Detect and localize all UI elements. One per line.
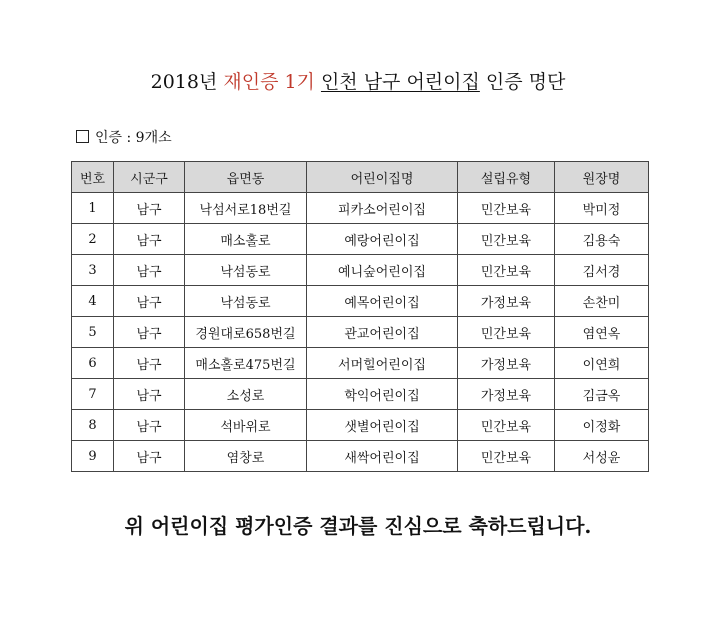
cell-number: 1 — [72, 193, 114, 224]
cell-district: 남구 — [114, 224, 185, 255]
title-underlined: 인천 남구 어린이집 — [320, 71, 480, 93]
table-row — [72, 224, 649, 255]
cell-district: 남구 — [114, 441, 185, 472]
cell-district: 남구 — [114, 317, 185, 348]
table-row — [72, 379, 649, 410]
cell-director-name: 김용숙 — [555, 224, 649, 255]
cell-district: 남구 — [114, 286, 185, 317]
title-prefix: 2018년 — [150, 71, 224, 93]
header-daycare-name: 어린이집명 — [307, 162, 458, 193]
cell-neighborhood: 낙섬동로 — [185, 255, 307, 286]
cell-daycare-name: 서머힐어린이집 — [307, 348, 458, 379]
cell-number: 7 — [72, 379, 114, 410]
cell-number: 9 — [72, 441, 114, 472]
cell-director-name: 박미정 — [555, 193, 649, 224]
cell-daycare-name: 샛별어린이집 — [307, 410, 458, 441]
cell-neighborhood: 낙섬서로18번길 — [185, 193, 307, 224]
cell-daycare-name: 피카소어린이집 — [307, 193, 458, 224]
cell-district: 남구 — [114, 379, 185, 410]
header-director-name: 원장명 — [555, 162, 649, 193]
table-row — [72, 317, 649, 348]
cell-establishment-type: 민간보육 — [458, 317, 555, 348]
cell-neighborhood: 매소홀로 — [185, 224, 307, 255]
header-number: 번호 — [72, 162, 114, 193]
cell-daycare-name: 학익어린이집 — [307, 379, 458, 410]
checkbox-square-icon — [76, 130, 89, 143]
cell-establishment-type: 가정보육 — [458, 379, 555, 410]
table-row — [72, 348, 649, 379]
cell-establishment-type: 민간보육 — [458, 441, 555, 472]
cell-neighborhood: 석바위로 — [185, 410, 307, 441]
cell-number: 6 — [72, 348, 114, 379]
table-header-row — [72, 162, 649, 193]
title-suffix: 인증 명단 — [479, 71, 566, 93]
cell-establishment-type: 민간보육 — [458, 224, 555, 255]
cell-establishment-type: 민간보육 — [458, 255, 555, 286]
cell-establishment-type: 가정보육 — [458, 348, 555, 379]
certification-summary — [76, 128, 172, 148]
cell-establishment-type: 민간보육 — [458, 410, 555, 441]
cell-daycare-name: 예목어린이집 — [307, 286, 458, 317]
table-row — [72, 193, 649, 224]
cell-number: 2 — [72, 224, 114, 255]
cell-number: 8 — [72, 410, 114, 441]
cell-daycare-name: 관교어린이집 — [307, 317, 458, 348]
table-row — [72, 286, 649, 317]
daycare-roster-table — [71, 161, 649, 472]
cell-neighborhood: 낙섬동로 — [185, 286, 307, 317]
cell-director-name: 이연희 — [555, 348, 649, 379]
header-neighborhood: 읍면동 — [185, 162, 307, 193]
header-establishment-type: 설립유형 — [458, 162, 555, 193]
cell-district: 남구 — [114, 255, 185, 286]
cell-director-name: 김금옥 — [555, 379, 649, 410]
document-title — [0, 70, 716, 94]
table-row — [72, 255, 649, 286]
cell-director-name: 손찬미 — [555, 286, 649, 317]
cell-neighborhood: 매소홀로475번길 — [185, 348, 307, 379]
cell-district: 남구 — [114, 193, 185, 224]
cell-daycare-name: 예니숲어린이집 — [307, 255, 458, 286]
cell-director-name: 서성윤 — [555, 441, 649, 472]
cell-establishment-type: 민간보육 — [458, 193, 555, 224]
header-district: 시군구 — [114, 162, 185, 193]
cell-neighborhood: 소성로 — [185, 379, 307, 410]
cell-number: 5 — [72, 317, 114, 348]
cell-neighborhood: 염창로 — [185, 441, 307, 472]
cell-daycare-name: 새싹어린이집 — [307, 441, 458, 472]
cell-establishment-type: 가정보육 — [458, 286, 555, 317]
cell-daycare-name: 예랑어린이집 — [307, 224, 458, 255]
cell-director-name: 김서경 — [555, 255, 649, 286]
table-row — [72, 441, 649, 472]
cell-number: 4 — [72, 286, 114, 317]
cell-director-name: 이정화 — [555, 410, 649, 441]
summary-text: 인증 : 9개소 — [95, 130, 172, 146]
title-highlight: 재인증 1기 — [223, 71, 315, 93]
cell-number: 3 — [72, 255, 114, 286]
cell-district: 남구 — [114, 348, 185, 379]
table-row — [72, 410, 649, 441]
closing-message: 위 어린이집 평가인증 결과를 진심으로 축하드립니다. — [124, 514, 592, 538]
cell-neighborhood: 경원대로658번길 — [185, 317, 307, 348]
cell-district: 남구 — [114, 410, 185, 441]
cell-director-name: 염연옥 — [555, 317, 649, 348]
